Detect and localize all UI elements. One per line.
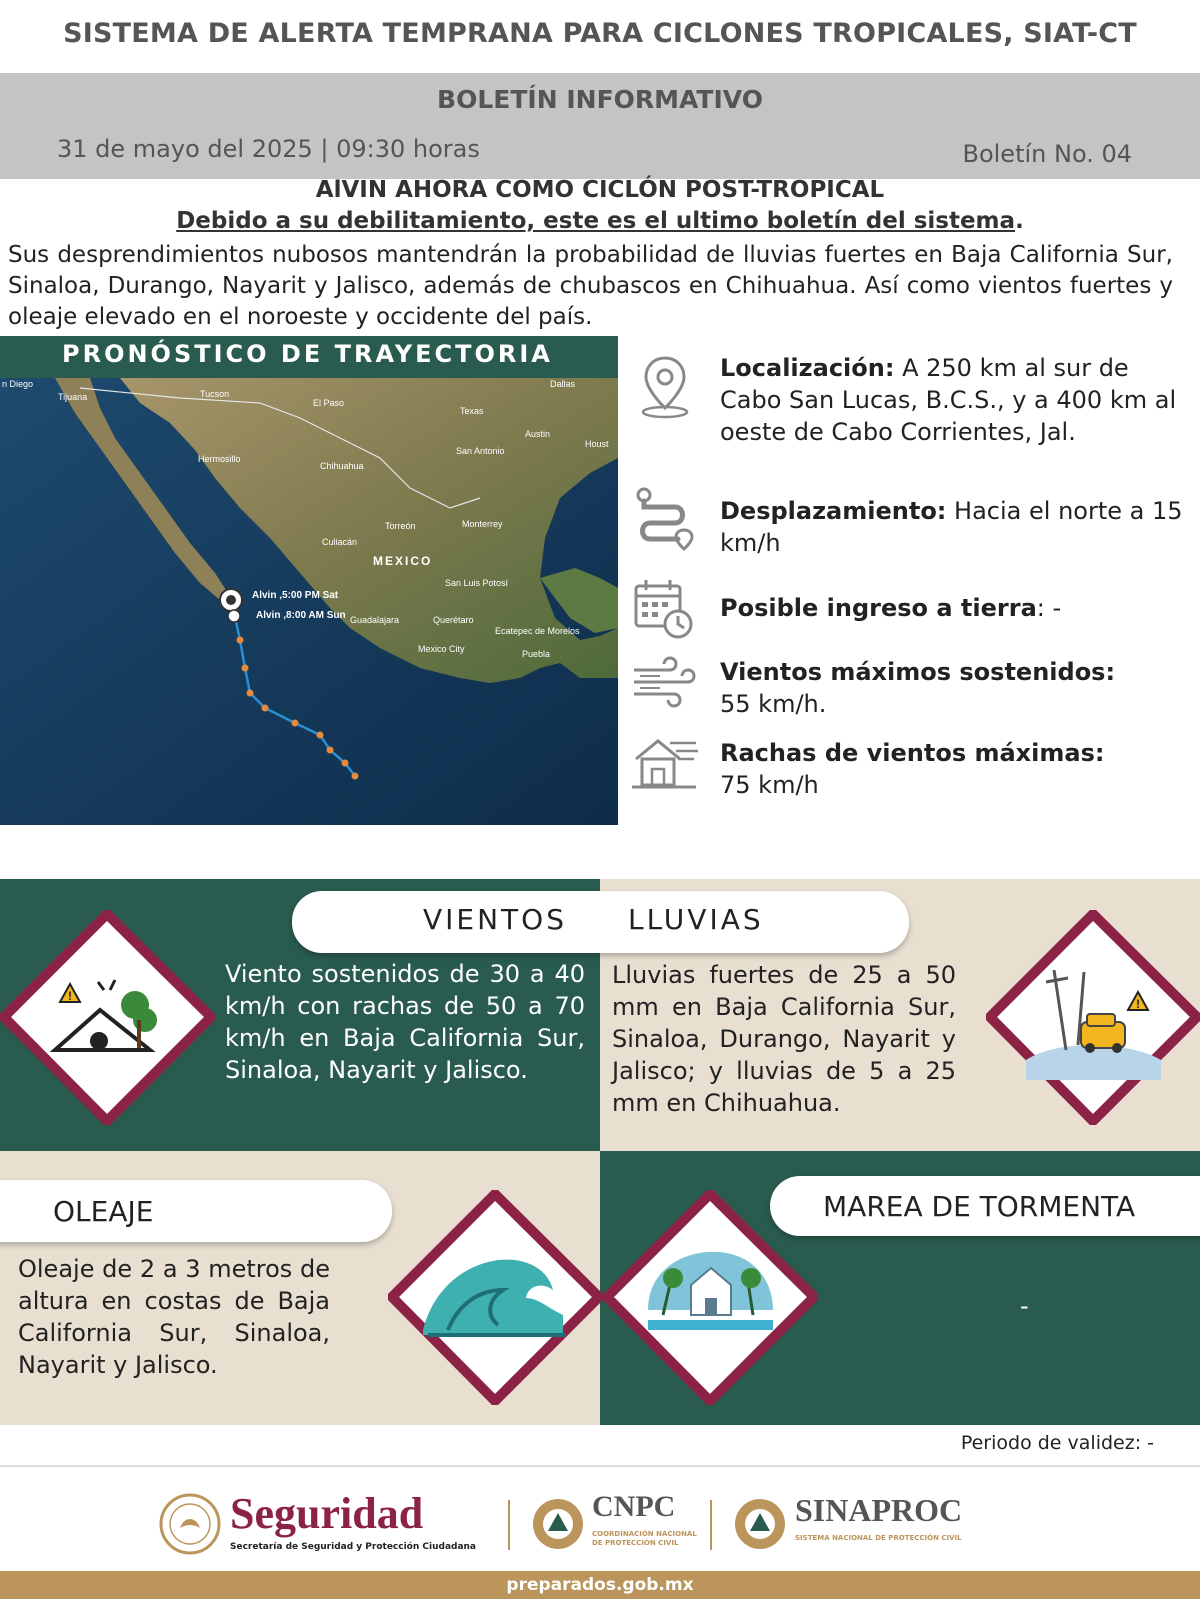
forecast-point: [317, 732, 324, 739]
intro-paragraph: Sus desprendimientos nubosos mantendrán la probabilidad de lluvias fuertes en Baja California Sur, Sinaloa, Durango, Nayarit y Jalisco, además de chubascos en Chihuahua. Así como vientos fuertes y oleaje elevado en el noroeste y occidente del país.: [8, 242, 1173, 330]
rain-title: LLUVIAS: [628, 903, 764, 936]
place-label: Houst: [585, 439, 609, 449]
rain-hazard-diamond: [986, 910, 1200, 1125]
winds-text: Viento sostenidos de 30 a 40 km/h con rachas de 50 a 70 km/h en Baja California Sur, Sinaloa, Nayarit y Jalisco.: [225, 960, 585, 1084]
map-title: PRONÓSTICO DE TRAYECTORIA: [62, 340, 553, 368]
landfall-label: Posible ingreso a tierra: [720, 594, 1037, 622]
track-map: [0, 378, 618, 825]
place-label: Puebla: [522, 649, 551, 659]
max-winds-label: Vientos máximos sostenidos:: [720, 658, 1116, 686]
wind-house-icon: [630, 729, 700, 799]
subheadline-end: .: [1015, 208, 1024, 234]
place-label: El Paso: [313, 398, 345, 408]
cnpc-logo-text: CNPC: [592, 1490, 676, 1523]
landfall-value: : -: [1036, 594, 1062, 622]
sinaproc-logo-text: SINAPROC: [795, 1492, 963, 1528]
track-forecast-panel: [0, 336, 618, 825]
place-label: Texas: [460, 406, 484, 416]
forecast-point: [352, 773, 359, 780]
track-label-2: Alvin ,8:00 AM Sun: [256, 610, 346, 621]
sinaproc-emblem-icon: [732, 1496, 788, 1552]
place-label: Querétaro: [433, 615, 474, 625]
winds-title: VIENTOS: [423, 903, 567, 936]
waves-text: Oleaje de 2 a 3 metros de altura en costas de Baja California Sur, Sinaloa, Nayarit y Jalisco.: [18, 1255, 330, 1379]
headline: AlVIN AHORA COMO CICLÓN POST-TROPICAL: [315, 177, 885, 203]
svg-text:!: !: [1136, 997, 1140, 1011]
logo-divider: [508, 1500, 510, 1550]
page-title: SISTEMA DE ALERTA TEMPRANA PARA CICLONES TROPICALES, SIAT-CT: [63, 18, 1137, 49]
bulletin-date-time: 31 de mayo del 2025 | 09:30 horas: [57, 135, 480, 163]
place-label: Chihuahua: [320, 461, 364, 471]
country-label: MEXICO: [373, 554, 433, 568]
gusts-value: 75 km/h: [720, 771, 819, 799]
surge-pill: [770, 1176, 1200, 1236]
wind-icon: [630, 650, 700, 720]
movement-label: Desplazamiento:: [720, 497, 947, 525]
place-label: Dallas: [550, 379, 576, 389]
cnpc-subtext: [592, 1530, 697, 1548]
place-label: Tucson: [200, 389, 230, 399]
location-pin-icon: [630, 352, 700, 422]
winds-rain-pill: [292, 891, 909, 953]
place-label: Guadalajara: [350, 615, 400, 625]
place-label: Austin: [525, 429, 551, 439]
place-label: Monterrey: [462, 519, 503, 529]
website-link[interactable]: preparados.gob.mx: [0, 1571, 1200, 1599]
bulletin-type: BOLETÍN INFORMATIVO: [437, 85, 763, 114]
forecast-point: [342, 760, 349, 767]
cnpc-subtext-line-2: DE PROTECCIÓN CIVIL: [592, 1539, 679, 1547]
surge-text: -: [1020, 1292, 1029, 1320]
forecast-point: [327, 747, 334, 754]
wind-hazard-diamond: [0, 910, 215, 1125]
forecast-point: [262, 705, 269, 712]
track-label-1: Alvin ,5:00 PM Sat: [252, 590, 339, 601]
seguridad-logo-text: Seguridad: [230, 1489, 424, 1538]
subheadline: [0, 208, 1200, 234]
divider: [0, 1465, 1200, 1467]
route-icon: [630, 485, 700, 555]
svg-text:!: !: [68, 989, 72, 1003]
bulletin-header-band: [0, 73, 1200, 179]
surge-title: MAREA DE TORMENTA: [823, 1190, 1136, 1223]
forecast-point: [292, 720, 299, 727]
waves-title: OLEAJE: [53, 1195, 154, 1228]
gusts-label: Rachas de vientos máximas:: [720, 739, 1105, 767]
movement-value: Hacia el norte a 15 km/h: [720, 497, 1183, 557]
forecast-point: [247, 690, 254, 697]
cnpc-subtext-line-1: COORDINACIÓN NACIONAL: [592, 1530, 697, 1538]
validity-period: Periodo de validez: -: [960, 1432, 1154, 1454]
place-label: Hermosillo: [198, 454, 241, 464]
logo-divider: [710, 1500, 712, 1550]
place-label: Tijuana: [58, 392, 88, 402]
place-label: San Luis Potosí: [445, 578, 509, 588]
calendar-clock-icon: [630, 574, 700, 644]
rain-text: Lluvias fuertes de 25 a 50 mm en Baja California Sur, Sinaloa, Durango, Nayarit y Jalisco; y lluvias de 5 a 25 mm en Chihuahua.: [612, 961, 956, 1117]
place-label: Ecatepec de Morelos: [495, 626, 580, 636]
sinaproc-subtext: SISTEMA NACIONAL DE PROTECCIÓN CIVIL: [795, 1534, 962, 1542]
footer-logos: [0, 1480, 1200, 1570]
forecast-point: [242, 665, 249, 672]
max-winds-value: 55 km/h.: [720, 690, 827, 718]
forecast-point: [237, 637, 244, 644]
subheadline-text: Debido a su debilitamiento, este es el ultimo boletín del sistema: [176, 208, 1016, 234]
cnpc-emblem-icon: [530, 1496, 586, 1552]
location-value: A 250 km al sur de Cabo San Lucas, B.C.S., y a 400 km al oeste de Cabo Corrientes, Jal.: [720, 354, 1177, 446]
place-label: n Diego: [2, 379, 34, 389]
place-label: San Antonio: [456, 446, 505, 456]
bulletin-number: Boletín No. 04: [962, 140, 1132, 168]
waves-hazard-diamond: [388, 1190, 603, 1405]
place-label: Mexico City: [418, 644, 465, 654]
seguridad-subtext: Secretaría de Seguridad y Protección Ciudadana: [230, 1542, 477, 1552]
national-seal-icon: [158, 1492, 222, 1556]
place-label: Torreón: [385, 521, 416, 531]
location-label: Localización:: [720, 354, 895, 382]
place-label: Culiacán: [322, 537, 358, 547]
waves-pill: [0, 1180, 392, 1242]
